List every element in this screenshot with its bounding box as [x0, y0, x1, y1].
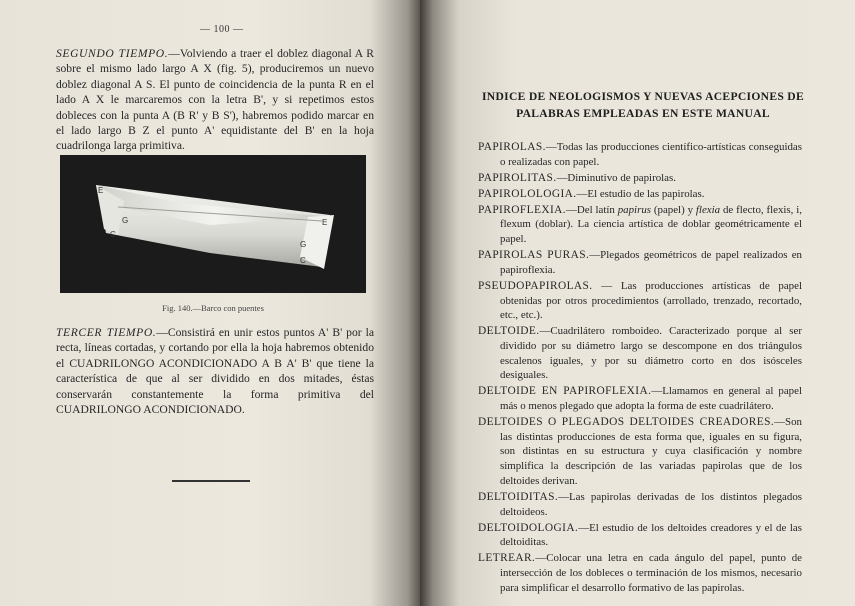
paragraph-text: —Volviendo a traer el doblez diagonal A R sobre el mismo lado largo A X (fig. 5), produciremos un nuevo doblez diagonal A S. El punto de coincidencia de la punta R en el lado A X le marcaremos con la letra B', y si repetimos estos dobleces con la punta A (B R' y B S'), habremos podido marcar en el lado largo B Z el punto A' equidistante del B' en la hoja cuadrilonga larga primitiva. [56, 47, 374, 153]
glossary-definition: de flecto, flexis, i, flexum (doblar). La ciencia artística de doblar geométricamente el papel. [500, 203, 802, 246]
glossary-entry [478, 248, 802, 277]
glossary-entry [478, 551, 802, 595]
glossary-definition: —Cuadrilátero romboideo. Caracterizado porque al ser dividido por su diámetro largo se descompone en dos triángulos escalenos iguales, y por su diámetro corto en dos isósceles desiguales. [500, 325, 802, 382]
glossary-definition: —El estudio de las papirolas. [576, 187, 705, 200]
glossary-term: PAPIROLOLOGIA. [478, 187, 577, 200]
figure-letter: G [122, 216, 129, 225]
left-page [0, 0, 420, 606]
glossary-definition: —Del latín [566, 203, 618, 216]
glossary-entry [478, 415, 802, 489]
glossary-definition: —Son las distintas producciones de esta forma que, iguales en su figura, son distintas en su estructura y cuya clasificación y nombre simplifica la descripción de las variadas papirolas que de los deltoides derivan. [500, 416, 802, 487]
figure-letter: E [322, 218, 328, 227]
figure-photo [60, 155, 366, 293]
paragraph-segundo-tiempo [56, 46, 374, 154]
figure-letter: C [300, 256, 306, 265]
figure-letter: E [98, 186, 104, 195]
glossary-entry [478, 279, 802, 323]
paragraph-tercer-tiempo [56, 325, 374, 417]
glossary-entry [478, 521, 802, 550]
paragraph-lead: TERCER TIEMPO. [56, 326, 157, 339]
glossary-term: PSEUDOPAPIROLAS. [478, 279, 593, 292]
glossary-definition: —Colocar una letra en cada ángulo del papel, punto de intersección de los dobleces o terminación de los mismos, necesario para simplificar el desarrollo formativo de las papirolas. [500, 552, 802, 594]
glossary-term: PAPIROLAS PURAS. [478, 249, 590, 262]
paragraph-text: —Consistirá en unir estos puntos A' B' por la recta, líneas cortadas, y cortando por ella la hoja habremos obtenido el CUADRILONGO ACONDICIONADO A B A' B' que tiene la característica de que al ser dividido en dos mitades, éstas conservarán constantemente la forma primitiva del CUADRILONGO ACONDICIONADO. [56, 326, 374, 417]
glossary-definition: —Diminutivo de papirolas. [556, 171, 676, 184]
glossary-entry [478, 187, 802, 202]
glossary-entry [478, 203, 802, 247]
glossary-definition: — Las producciones artísticas de papel obtenidas por otros procedimientos (arrollado, trenzado, recortado, etc., etc.). [500, 279, 802, 322]
glossary-term: PAPIROLAS. [478, 141, 546, 153]
paper-boat-illustration [60, 155, 366, 293]
glossary-term: DELTOIDE. [478, 325, 540, 338]
figure-caption: Fig. 140.—Barco con puentes [162, 303, 264, 313]
page-number: — 100 — [200, 24, 244, 35]
glossary-entry [478, 490, 802, 519]
glossary-definition: —Todas las producciones científico-artísticas conseguidas o realizadas con papel. [500, 141, 802, 168]
glossary-list [478, 140, 802, 597]
glossary-term: LETREAR. [478, 552, 536, 565]
glossary-entry [478, 324, 802, 383]
glossary-term: DELTOIDITAS. [478, 490, 559, 503]
glossary-italic: flexia [695, 203, 721, 216]
figure-letter: G [300, 240, 307, 249]
glossary-entry [478, 384, 802, 413]
index-title: INDICE DE NEOLOGISMOS Y NUEVAS ACEPCIONES DE PALABRAS EMPLEADAS EN ESTE MANUAL [482, 90, 805, 120]
glossary-definition: —Las papirolas derivadas de los distintos plegados deltoideos. [500, 490, 802, 518]
glossary-term: DELTOIDOLOGIA. [478, 521, 579, 534]
glossary-definition: (papel) y [651, 203, 696, 216]
glossary-definition: —Plegados geométricos de papel realizados en papiroflexia. [500, 249, 802, 276]
glossary-term: PAPIROLITAS. [478, 171, 557, 184]
glossary-definition: —El estudio de los deltoides creadores y el de las deltoiditas. [500, 521, 802, 549]
figure-letter: C [110, 230, 116, 239]
paragraph-lead: SEGUNDO TIEMPO. [56, 47, 169, 60]
section-divider [172, 480, 250, 482]
glossary-definition: —Llamamos en general al papel más o menos plegado que adopta la forma de este cuadrilátero. [500, 385, 802, 413]
glossary-italic: papirus [617, 203, 652, 216]
glossary-term: PAPIROFLEXIA. [478, 203, 567, 216]
glossary-entry [478, 171, 802, 186]
glossary-term: DELTOIDES O PLEGADOS DELTOIDES CREADORES. [478, 416, 775, 429]
glossary-term: DELTOIDE EN PAPIROFLEXIA. [478, 385, 652, 398]
glossary-entry [478, 140, 802, 169]
